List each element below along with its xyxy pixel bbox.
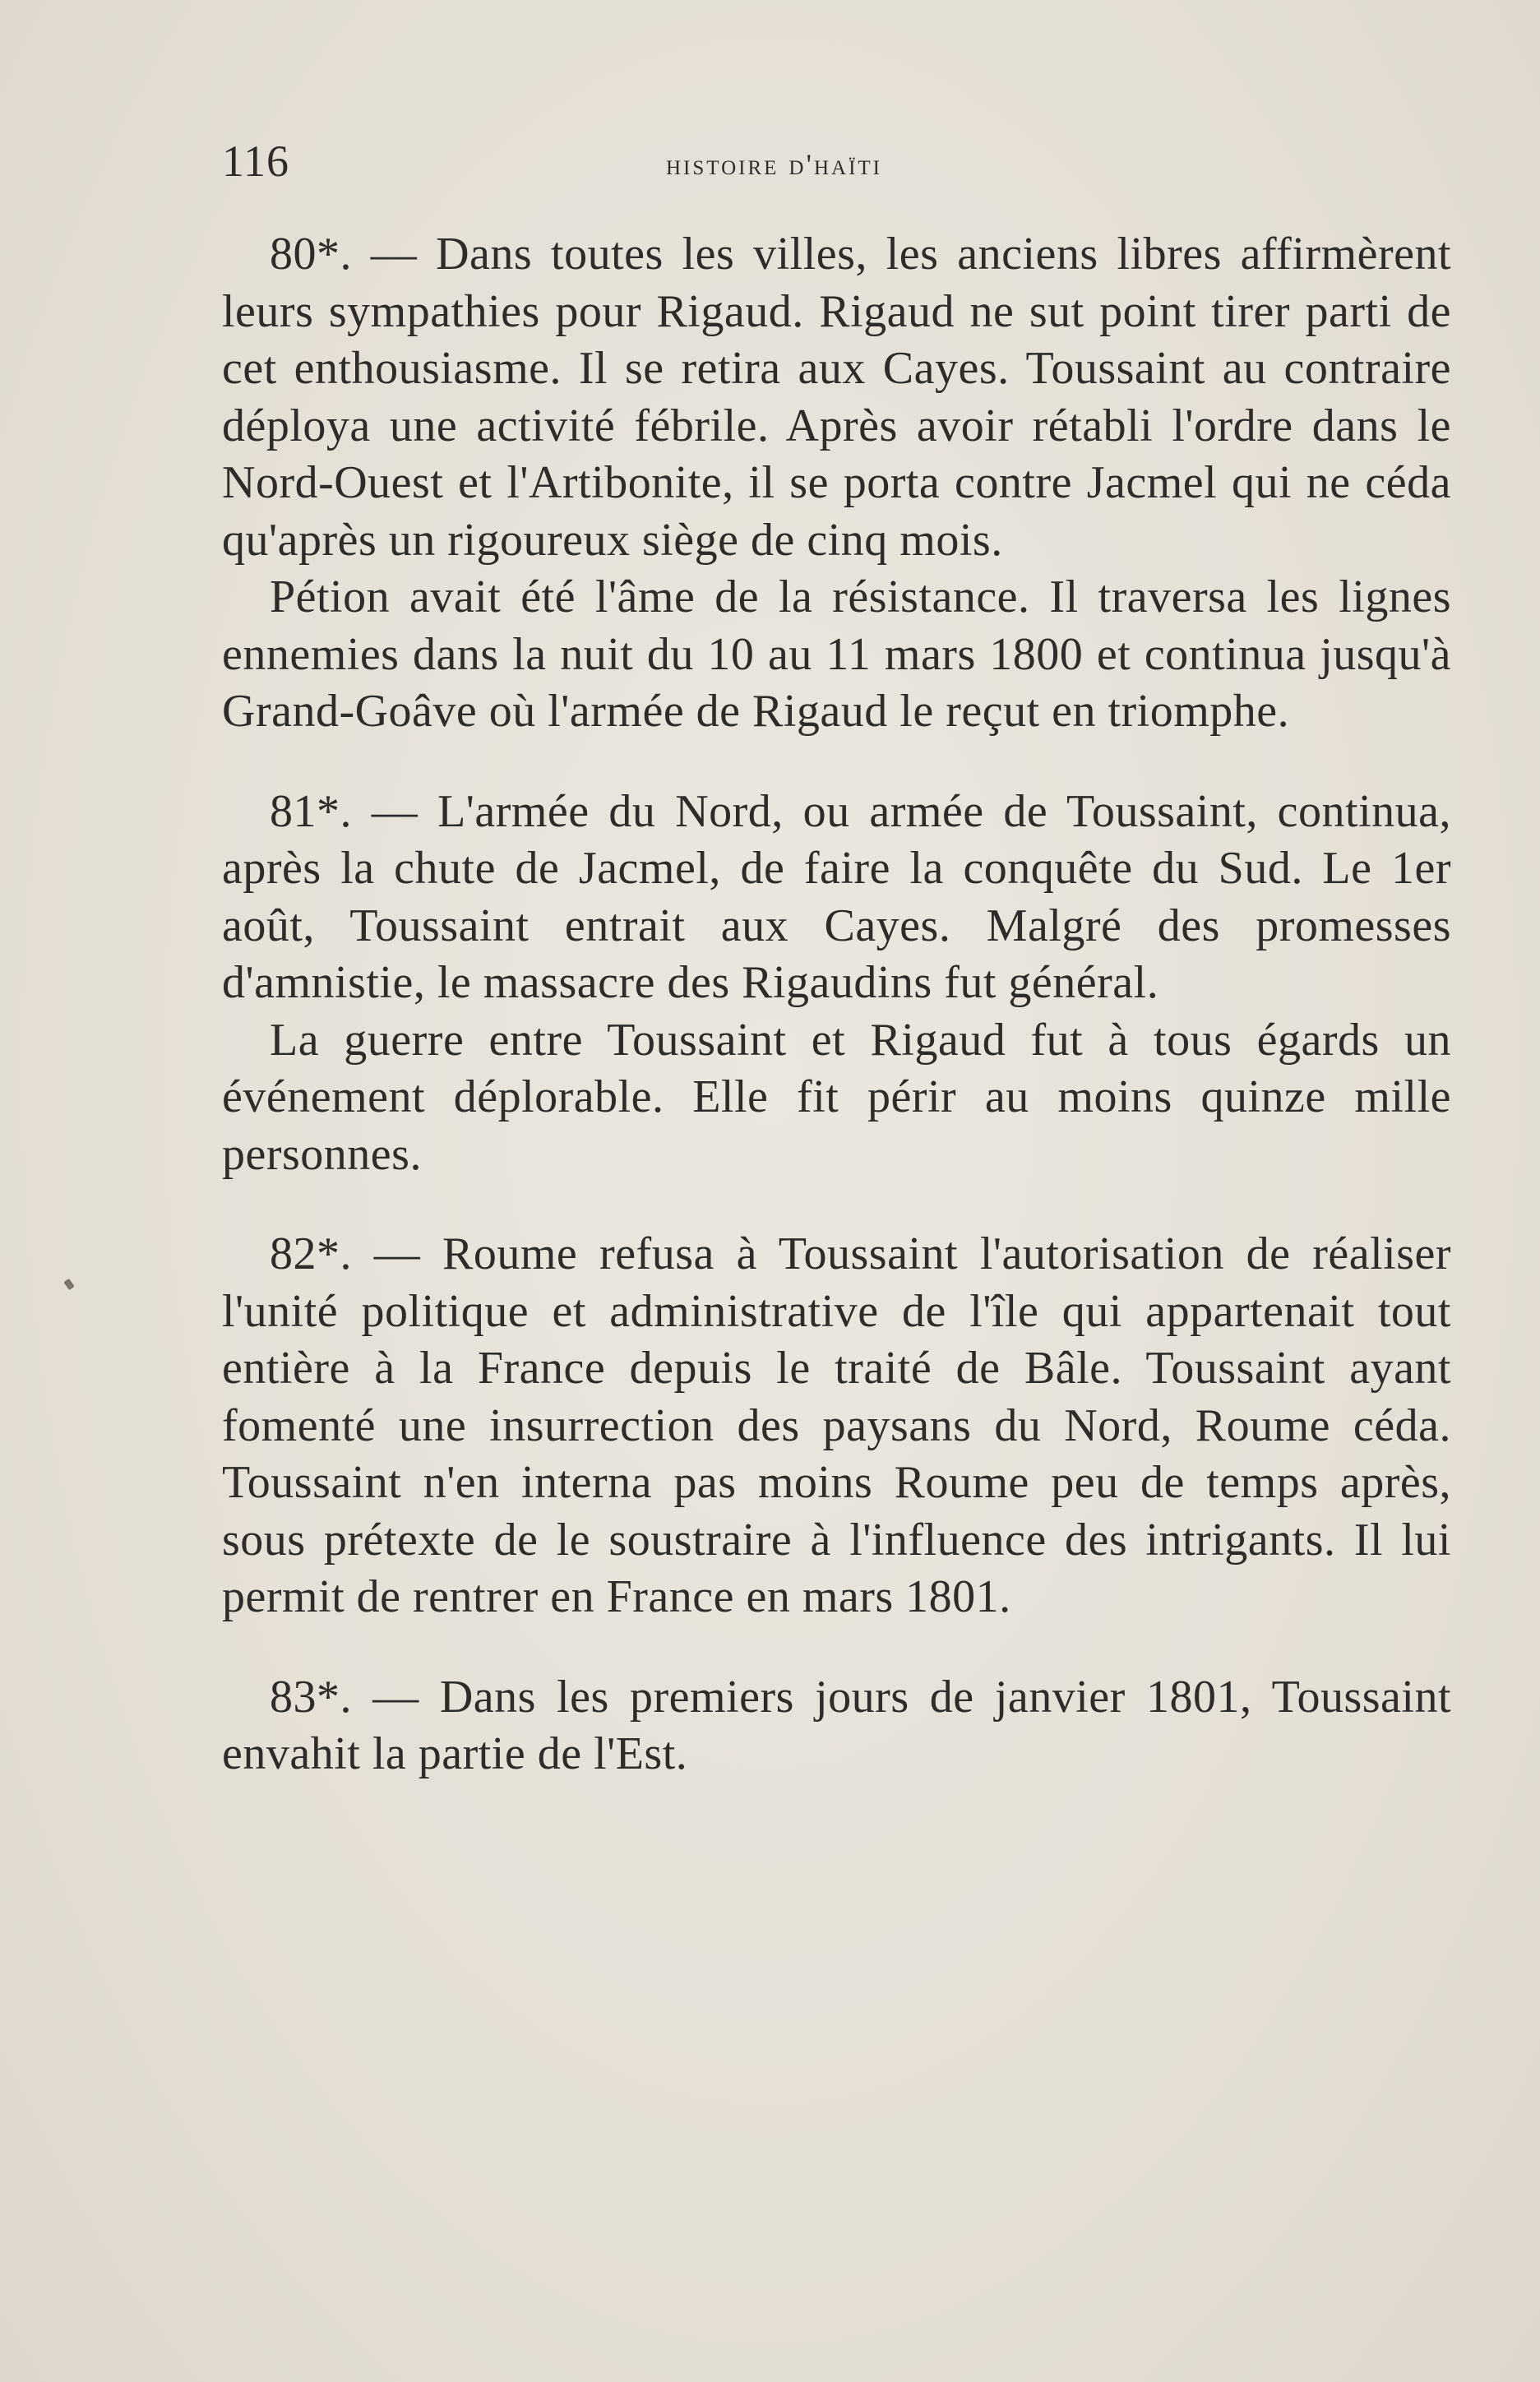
running-title: histoire d'haïti	[666, 148, 882, 181]
page-header	[222, 136, 1455, 193]
paragraph-80: 80*. — Dans toutes les villes, les anciens libres affirmèrent leurs sympathies pour Rigaud. Rigaud ne sut point tirer parti de cet enthousiasme. Il se retira aux Cayes. Toussaint au contraire déploya une activité fébrile. Après avoir rétabli l'ordre dans le Nord-Ouest et l'Artibonite, il se porta contre Jacmel qui ne céda qu'après un rigoureux siège de cinq mois.	[222, 229, 1451, 566]
paragraph-82: 82*. — Roume refusa à Toussaint l'autorisation de réaliser l'unité politique et administrative de l'île qui appartenait tout entière à la France depuis le traité de Bâle. Toussaint ayant fomenté une insurrection des paysans du Nord, Roume céda. Toussaint n'en interna pas moins Roume peu de temps après, sous prétexte de le soustraire à l'influence des intrigants. Il lui permit de rentrer en France en mars 1801.	[222, 1228, 1451, 1622]
stray-ink-mark	[63, 1279, 74, 1290]
paragraph-81: 81*. — L'armée du Nord, ou armée de Toussaint, continua, après la chute de Jacmel, de faire la conquête du Sud. Le 1er août, Toussaint entrait aux Cayes. Malgré des promesses d'amnistie, le massacre des Rigaudins fut général.	[222, 785, 1451, 1008]
paragraph-83: 83*. — Dans les premiers jours de janvier 1801, Toussaint envahit la partie de l'Est.	[222, 1671, 1451, 1779]
paragraph-petion: Pétion avait été l'âme de la résistance. Il traversa les lignes ennemies dans la nuit du 10 au 11 mars 1800 et continua jusqu'à Grand-Goâve où l'armée de Rigaud le reçut en triomphe.	[222, 571, 1451, 737]
paragraph-guerre: La guerre entre Toussaint et Rigaud fut à tous égards un événement déplorable. Elle fit périr au moins quinze mille personnes.	[222, 1014, 1451, 1180]
body-text	[222, 226, 1451, 1783]
page-number: 116	[222, 136, 289, 186]
